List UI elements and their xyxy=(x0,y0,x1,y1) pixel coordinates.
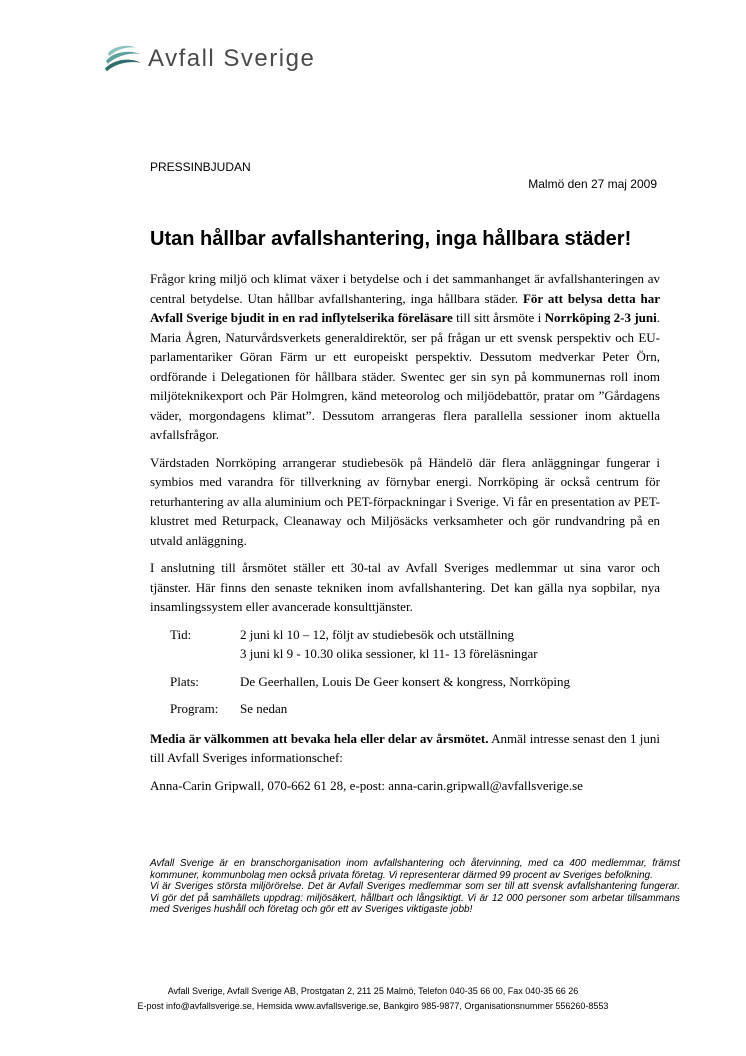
about-paragraph-2: Vi är Sveriges största miljörörelse. Det är Avfall Sveriges medlemmar som ser till att svensk avfallshantering fungerar. Vi gör det på samhällets uppdrag: miljösäkert, hållbart och långsiktigt. Vi är 12 000 personer som arbetar tillsammans med Sveriges hushåll och företag och gör ett av Sveriges viktigaste jobb! xyxy=(150,881,680,915)
headline: Utan hållbar avfallshantering, inga hållbara städer! xyxy=(150,228,632,250)
event-info xyxy=(150,625,660,719)
swoosh-icon xyxy=(104,40,142,78)
paragraph-media: Media är välkommen att bevaka hela eller delar av årsmötet. Anmäl intresse senast den 1 juni till Avfall Sveriges informationschef: xyxy=(150,730,661,765)
logo-text: Avfall Sverige xyxy=(148,45,316,72)
info-row-place: Plats: De Geerhallen, Louis De Geer konsert & kongress, Norrköping xyxy=(170,673,570,689)
paragraph-host-city: Värdstaden Norrköping arrangerar studiebesök på Händelö där flera anläggningar fungerar i symbios med varandra för tillverkning av förnybar energi. Norrköping är också centrum för returhantering av alla aluminium och PET-förpackningar i Sverige. Vi får en presentation av PET-klustret med Returpack, Cleanaway och Miljösäcks verksamheter och gör rundvandring på en utvald anläggning. xyxy=(150,454,660,548)
address-line-2: E-post info@avfallsverige.se, Hemsida www.avfallsverige.se, Bankgiro 985-9877, Organisationsnummer 556260-8553 xyxy=(137,1001,609,1011)
address-footer xyxy=(0,984,746,1014)
contact-line: Anna-Carin Gripwall, 070-662 61 28, e-post: anna-carin.gripwall@avfallsverige.se xyxy=(150,777,583,793)
info-row-time: Tid: 2 juni kl 10 – 12, följt av studiebesök och utställning 3 juni kl 9 - 10.30 olika sessioner, kl 11- 13 föreläsningar xyxy=(170,626,538,661)
about-paragraph-1: Avfall Sverige är en branschorganisation inom avfallshantering och återvinning, med ca 400 medlemmar, främst kommuner, kommunbolag men också privata företag. Vi representerar därmed 99 procent av Sveriges befolkning. xyxy=(150,858,680,881)
address-line-1: Avfall Sverige, Avfall Sverige AB, Prostgatan 2, 211 25 Malmö, Telefon 040-35 66 00, Fax 040-35 66 26 xyxy=(167,986,579,996)
logo xyxy=(104,40,315,78)
body-text xyxy=(150,269,660,803)
date-line: Malmö den 27 maj 2009 xyxy=(528,177,657,191)
about-organisation xyxy=(150,858,680,916)
info-row-program: Program: Se nedan xyxy=(170,701,288,716)
paragraph-intro: Frågor kring miljö och klimat växer i betydelse och i det sammanhanget är avfallshanteringen av central betydelse. Utan hållbar avfallshantering, inga hållbara städer. För att belysa detta har Avfall Sverige bjudit in en rad inflytelserika föreläsare till sitt årsmöte i Norrköping 2-3 juni. Maria Ågren, Naturvårdsverkets generaldirektör, ser på frågan ur ett svensk perspektiv och EU-parlamentariker Göran Färm ur ett europeiskt perspektiv. Dessutom medverkar Peter Örn, ordförande i Delegationen för hållbara städer. Swentec ger sin syn på kommunernas roll inom miljöteknikexport och Pär Holmgren, känd meteorolog och miljödebattör, pratar om ”Gårdagens väder, morgondagens klimat”. Dessutom arrangeras flera parallella sessioner inom aktuella avfallsfrågor. xyxy=(150,271,660,442)
press-label: PRESSINBJUDAN xyxy=(150,160,251,174)
paragraph-exhibition: I anslutning till årsmötet ställer ett 30-tal av Avfall Sveriges medlemmar ut sina varor och tjänster. Här finns den senaste tekniken inom avfallshantering. Det kan gälla nya sopbilar, nya insamlingssystem eller avancerade konsulttjänster. xyxy=(150,560,660,614)
